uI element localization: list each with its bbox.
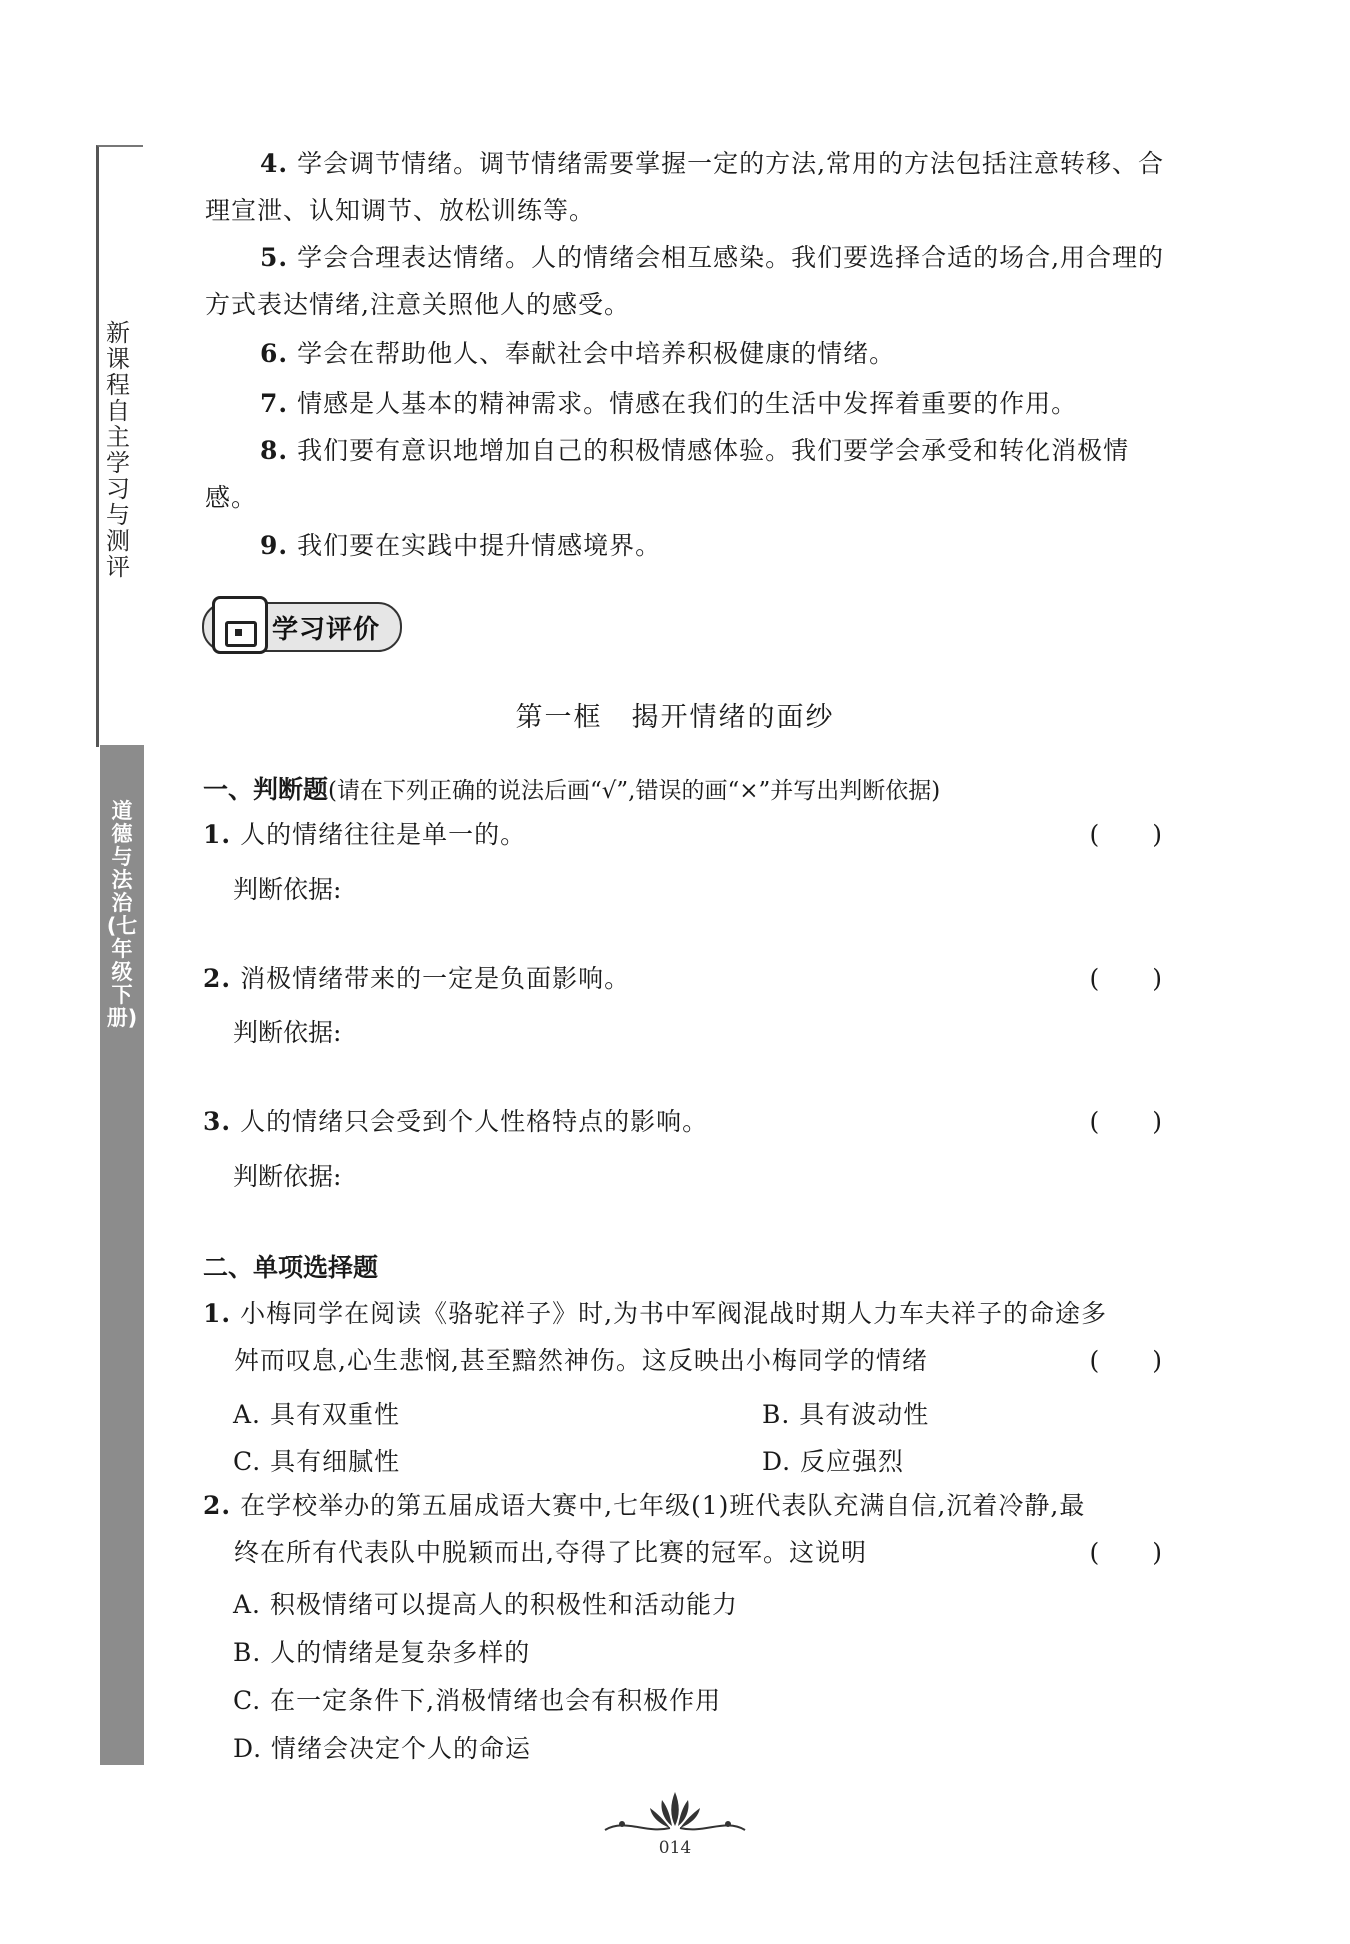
choice-q1-option-a: A. 具有双重性 [233, 1400, 400, 1429]
page-number: 014 [658, 1838, 692, 1858]
point-6: 6. 学会在帮助他人、奉献社会中培养积极健康的情绪。 [260, 339, 896, 368]
choice-q1-option-d: D. 反应强烈 [762, 1447, 905, 1476]
badge-label: 学习评价 [272, 615, 381, 645]
choice-q2-option-a: A. 积极情绪可以提高人的积极性和活动能力 [233, 1590, 738, 1619]
judgment-item-3: 3. 人的情绪只会受到个人性格特点的影响。 ( ) [203, 1098, 1163, 1145]
judgment-item-1: 1. 人的情绪往往是单一的。 ( ) [203, 811, 1163, 858]
answer-paren: ( ) [1089, 964, 1163, 993]
study-evaluation-badge [202, 602, 402, 652]
choice-q2-option-d: D. 情绪会决定个人的命运 [233, 1734, 532, 1763]
frame-title: 第一框 揭开情绪的面纱 [515, 702, 835, 733]
answer-paren: ( ) [1089, 1346, 1163, 1375]
judgment-heading: 一、判断题(请在下列正确的说法后画“√”,错误的画“×”并写出判断依据) [203, 775, 941, 804]
spine-subject-title: 道德与法治(七年级下册) [106, 799, 138, 1030]
judgment-basis-3: 判断依据: [233, 1162, 342, 1191]
floppy-disk-icon [212, 596, 268, 654]
point-8: 8. 我们要有意识地增加自己的积极情感体验。我们要学会承受和转化消极情感。 [205, 436, 1130, 512]
point-4: 4. 学会调节情绪。调节情绪需要掌握一定的方法,常用的方法包括注意转移、合理宣泄、认知调节、放松训练等。 [205, 149, 1165, 225]
answer-paren: ( ) [1089, 1107, 1163, 1136]
choice-q1: 1. 小梅同学在阅读《骆驼祥子》时,为书中军阀混战时期人力车夫祥子的命途多 舛而叹息,心生悲悯,甚至黯然神伤。这反映出小梅同学的情绪 ( ) [203, 1290, 1163, 1384]
judgment-basis-2: 判断依据: [233, 1018, 342, 1047]
choice-q2-option-b: B. 人的情绪是复杂多样的 [233, 1638, 531, 1667]
judgment-item-2: 2. 消极情绪带来的一定是负面影响。 ( ) [203, 955, 1163, 1002]
judgment-basis-1: 判断依据: [233, 875, 342, 904]
choice-q2-option-c: C. 在一定条件下,消极情绪也会有积极作用 [233, 1686, 722, 1715]
spine-series-title: 新课程自主学习与测评 [106, 319, 130, 581]
answer-paren: ( ) [1089, 1538, 1163, 1567]
choice-q1-option-c: C. 具有细腻性 [233, 1447, 401, 1476]
point-7: 7. 情感是人基本的精神需求。情感在我们的生活中发挥着重要的作用。 [260, 389, 1078, 418]
floral-ornament-icon [600, 1790, 750, 1838]
choice-q1-option-b: B. 具有波动性 [762, 1400, 930, 1429]
point-9: 9. 我们要在实践中提升情感境界。 [260, 531, 662, 560]
choice-q2: 2. 在学校举办的第五届成语大赛中,七年级(1)班代表队充满自信,沉着冷静,最 终在所有代表队中脱颖而出,夺得了比赛的冠军。这说明 ( ) [203, 1482, 1163, 1576]
point-5: 5. 学会合理表达情绪。人的情绪会相互感染。我们要选择合适的场合,用合理的方式表达情绪,注意关照他人的感受。 [205, 243, 1165, 319]
answer-paren: ( ) [1089, 820, 1163, 849]
choice-heading: 二、单项选择题 [203, 1253, 379, 1282]
